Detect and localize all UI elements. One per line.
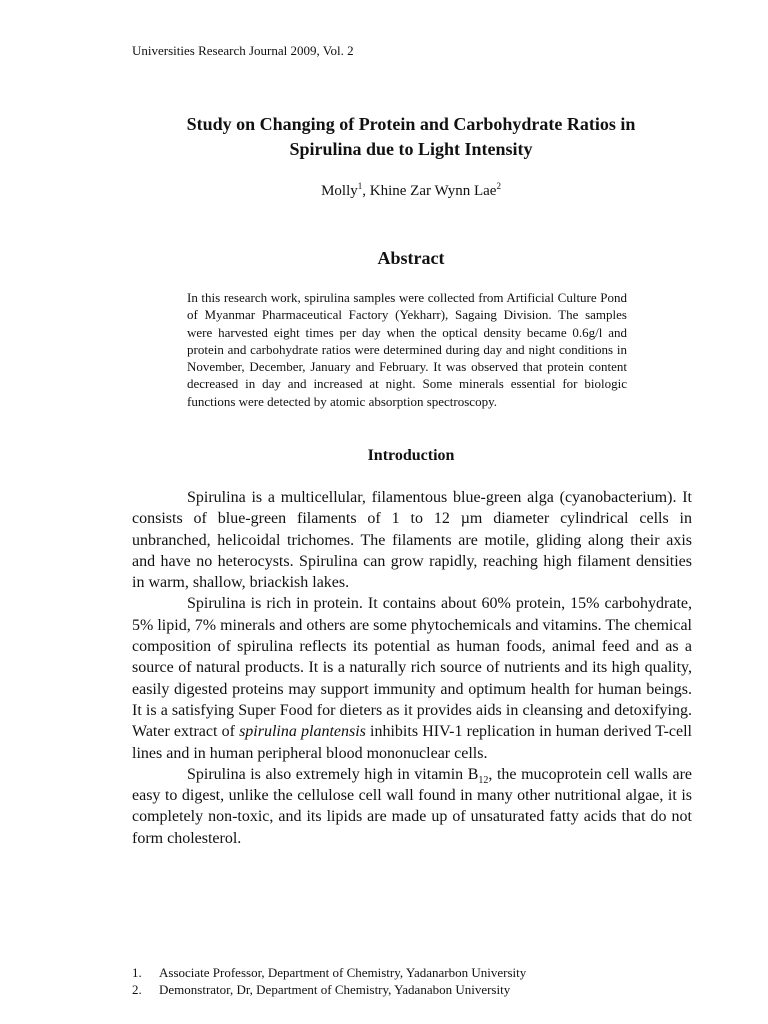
paragraph-2-text-a: Spirulina is rich in protein. It contains about 60% protein, 15% carbohydrate, 5% lipid, 7% minerals and others are some phytochemicals and vitamins. The chemical composition of spirulina reflects its potential as human foods, animal feed and as a source of natural products. It is a naturally rich source of nutrients and its high quality, easily digested proteins may support immunity and optimum health for human beings. It is a satisfying Super Food for dieters as it provides aids in cleansing and detoxifying. Water extract of	[132, 595, 692, 741]
title-line-1: Study on Changing of Protein and Carbohydrate Ratios in	[186, 114, 636, 134]
footnote-text: Associate Professor, Department of Chemistry, Yadanarbon University	[159, 965, 527, 980]
footnote	[132, 981, 526, 998]
paragraph-3-text-b: , the mucoprotein cell walls are easy to digest, unlike the cellulose cell wall found in many other nutritional algae, it is completely non-toxic, and its lipids are made up of unsaturated fatty acids that do not form cholesterol.	[132, 765, 692, 847]
author-separator: ,	[362, 183, 370, 199]
introduction-paragraph-3	[132, 764, 692, 849]
footnotes	[132, 964, 526, 998]
paper-title	[100, 112, 722, 162]
journal-header: Universities Research Journal 2009, Vol. 2	[132, 43, 354, 58]
introduction-heading: Introduction	[367, 447, 455, 464]
author-1-affiliation: 1	[357, 181, 363, 191]
footnote	[132, 964, 526, 981]
title-line-2: Spirulina due to Light Intensity	[289, 139, 533, 159]
vitamin-subscript: 12	[478, 775, 489, 787]
paragraph-2-text-b: inhibits HIV-1 replication in human derived T-cell lines and in human peripheral blood mononuclear cells.	[132, 723, 693, 762]
author-list	[100, 183, 722, 200]
abstract-text: In this research work, spirulina samples were collected from Artificial Culture Pond of Myanmar Pharmaceutical Factory (Yekharr), Sagaing Division. The samples were harvested eight times per day when the optical density became 0.6g/l and protein and carbohydrate ratios were determined during day and night conditions in November, December, January and February. It was observed that protein content decreased in day and increased at night. Some minerals essential for biologic functions were detected by atomic absorption spectroscopy.	[187, 290, 627, 409]
introduction-paragraph-1: Spirulina is a multicellular, filamentous blue-green alga (cyanobacterium). It consists of blue-green filaments of 1 to 12 µm diameter cylindrical cells in unbranched, helicoidal trichomes. The filaments are motile, gliding along their axis and have no heterocysts. Spirulina can grow rapidly, reaching high filament densities in warm, shallow, briackish lakes.	[132, 489, 692, 592]
introduction-paragraph-2	[132, 593, 692, 763]
abstract-heading: Abstract	[377, 248, 445, 268]
species-name: spirulina plantensis	[239, 723, 366, 741]
paragraph-3-text-a: Spirulina is also extremely high in vitamin B	[187, 765, 479, 783]
introduction-body	[132, 487, 692, 849]
author-2-affiliation: 2	[496, 181, 501, 191]
author-1: Molly	[321, 183, 358, 199]
footnote-number: 2.	[132, 982, 142, 997]
footnote-number: 1.	[132, 965, 142, 980]
author-2: Khine Zar Wynn Lae	[369, 183, 497, 199]
footnote-text: Demonstrator, Dr, Department of Chemistry, Yadanabon University	[159, 982, 511, 997]
